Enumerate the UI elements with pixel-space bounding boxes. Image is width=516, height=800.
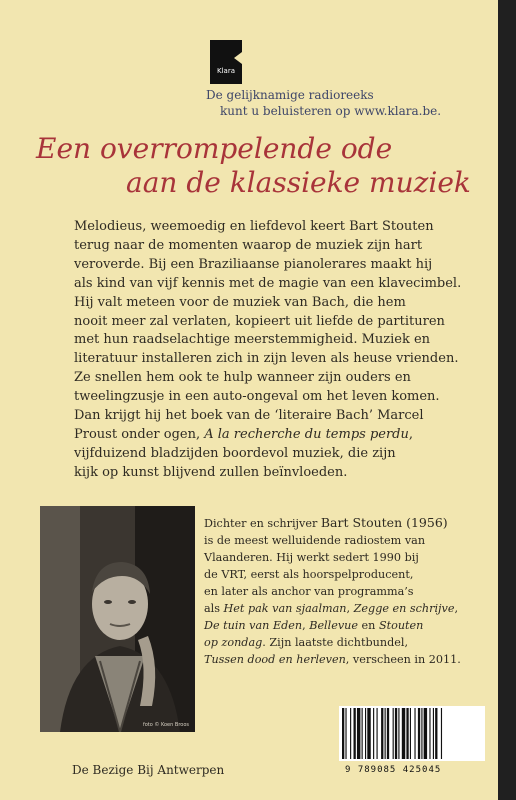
barcode-bar <box>385 708 386 759</box>
blurb-line: met hun raadselachtige meerstemmigheid. Muziek en <box>74 332 431 348</box>
blurb-line: tweelingzusje in een auto-ongeval om het leven komen. <box>74 389 440 405</box>
bio-line: is de meest welluidende radiostem van <box>204 534 426 547</box>
logo-text: Klara <box>217 67 235 75</box>
bio-text-segment: Dichter en schrijver <box>204 517 321 530</box>
radio-tagline <box>206 87 486 119</box>
tagline-line: kunt u beluisteren op www.klara.be. <box>220 104 442 118</box>
blurb-line: terug naar de momenten waarop de muziek zijn hart <box>74 237 423 253</box>
blurb-line: veroverde. Bij een Braziliaanse pianolerares maakt hij <box>74 256 433 272</box>
bio-line <box>204 617 494 634</box>
bio-line: de VRT, eerst als hoorspelproducent, <box>204 568 414 581</box>
barcode-bar <box>381 708 383 759</box>
barcode-bar <box>350 708 351 759</box>
barcode-bar <box>354 708 356 759</box>
headline-line: Een overrompelende ode <box>36 132 393 165</box>
program-title: De tuin van Eden <box>204 619 303 632</box>
photo-credit: foto © Koen Broos <box>142 722 189 728</box>
blurb-line: Dan krijgt hij het boek van de ‘literaire Bach’ Marcel <box>74 408 424 424</box>
blurb-text-segment: Proust onder ogen, <box>74 426 205 442</box>
program-title: Het pak van sjaalman <box>223 602 347 615</box>
author-portrait-icon <box>40 506 195 732</box>
barcode-bar <box>414 708 415 759</box>
bio-line <box>204 600 494 617</box>
tagline-line: De gelijknamige radioreeks <box>206 88 374 102</box>
bio-line: en later als anchor van programma’s <box>204 585 414 598</box>
bio-text-segment: en <box>357 619 379 632</box>
barcode-bar <box>367 708 370 759</box>
barcode-bar <box>357 708 360 759</box>
author-bio <box>204 514 494 668</box>
program-title: Bellevue <box>309 619 358 632</box>
barcode-bar <box>441 708 442 759</box>
blurb-line: nooit meer zal verlaten, kopieert uit liefde de partituren <box>74 313 445 329</box>
bio-line <box>204 651 494 668</box>
bio-text-segment: , <box>346 602 354 615</box>
barcode-bar <box>435 708 437 759</box>
barcode-bar <box>395 708 397 759</box>
barcode-bar <box>342 708 344 759</box>
barcode-bar <box>421 708 422 759</box>
barcode-bar <box>433 708 434 759</box>
author-name: Bart Stouten <box>320 515 403 530</box>
program-title: Zegge en schrijve <box>353 602 455 615</box>
bio-line: Vlaanderen. Hij werkt sedert 1990 bij <box>204 551 419 564</box>
barcode-bar <box>365 708 366 759</box>
bio-text-segment: , verscheen in 2011. <box>345 653 461 666</box>
klara-logo <box>208 40 244 84</box>
program-title: Stouten <box>378 619 424 632</box>
barcode-bar <box>362 708 363 759</box>
author-birth-year: (1956) <box>402 515 448 530</box>
publisher-name: De Bezige Bij Antwerpen <box>72 763 225 777</box>
bio-text-segment: , <box>454 602 459 615</box>
bio-text-segment: . Zijn laatste dichtbundel, <box>262 636 408 649</box>
author-photo <box>40 506 195 732</box>
blurb-line: vijfduizend bladzijden boordevol muziek, die zijn <box>74 445 396 461</box>
barcode-bar <box>402 708 405 759</box>
program-title: op zondag <box>204 636 263 649</box>
barcode-bar <box>424 708 427 759</box>
barcode-bar <box>398 708 399 759</box>
headline <box>26 132 486 200</box>
blurb-line: kijk op kunst blijvend zullen beïnvloeden. <box>74 464 348 480</box>
bio-line <box>204 514 494 532</box>
barcode-bar <box>393 708 394 759</box>
barcode-bar <box>418 708 420 759</box>
barcode-bar <box>373 708 374 759</box>
barcode-bar <box>429 708 430 759</box>
blurb-line: Hij valt meteen voor de muziek van Bach, die hem <box>74 294 406 310</box>
barcode-bar <box>410 708 411 759</box>
klara-logo-icon <box>208 40 244 84</box>
blurb-text <box>74 218 464 483</box>
blurb-line: Melodieus, weemoedig en liefdevol keert Bart Stouten <box>74 219 434 234</box>
spine-edge <box>498 0 516 800</box>
barcode-bar <box>387 708 389 759</box>
book-title: A la recherche du temps perdu <box>204 426 409 442</box>
blurb-line: literatuur installeren zich in zijn leven als heuse vrienden. <box>74 351 459 367</box>
bio-line <box>204 634 494 651</box>
barcode-number: 9 789085 425045 <box>345 765 442 775</box>
barcode-bar <box>377 708 378 759</box>
blurb-line <box>74 426 464 445</box>
barcode-bar <box>406 708 408 759</box>
poetry-collection-title: Tussen dood en herleven <box>204 653 346 666</box>
bio-text-segment: , <box>302 619 310 632</box>
bio-text-segment: als <box>204 602 224 615</box>
blurb-text-segment: , <box>408 426 414 442</box>
headline-line: aan de klassieke muziek <box>126 166 471 199</box>
blurb-line: als kind van vijf kennis met de magie van een klavecimbel. <box>74 275 462 291</box>
barcode-bar <box>345 708 346 759</box>
barcode-icon <box>339 706 485 761</box>
blurb-line: Ze snellen hem ook te hulp wanneer zijn ouders en <box>74 370 411 386</box>
